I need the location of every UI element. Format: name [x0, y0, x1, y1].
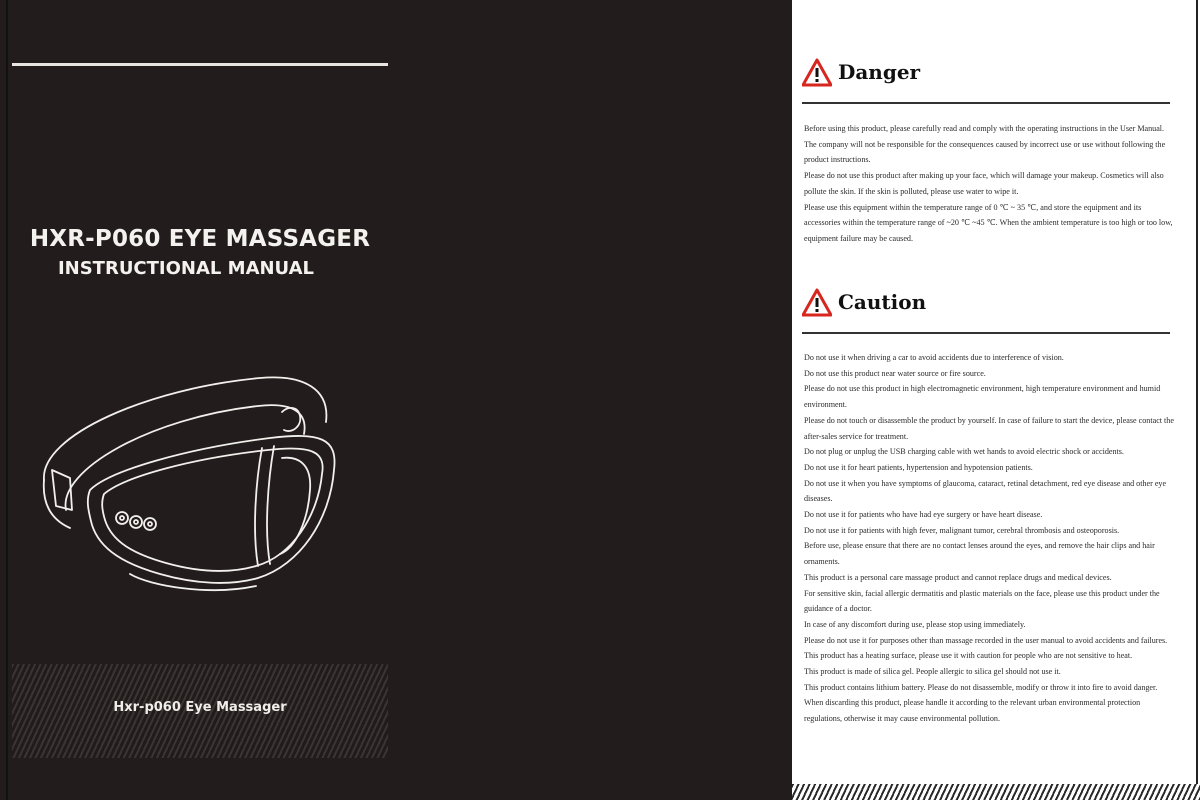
caution-paragraph: Do not use it when driving a car to avoid accidents due to interference of vision. [804, 353, 1064, 362]
warning-triangle-icon [802, 58, 832, 88]
cover-footer-label: Hxr-p060 Eye Massager [113, 700, 287, 715]
caution-paragraph: This product is a personal care massage product and cannot replace drugs and medical devices. [804, 572, 1112, 582]
caution-paragraph: This product contains lithium battery. Please do not disassemble, modify or throw it into fire to avoid danger. [804, 682, 1158, 692]
caution-body [804, 350, 1176, 727]
caution-paragraph: When discarding this product, please handle it according to the relevant urban environmental protection regulations, otherwise it may cause environmental pollution. [804, 698, 1141, 724]
caution-paragraph: Please do not touch or disassemble the product by yourself. In case of failure to start the device, please contact the after-sales service for treatment. [804, 415, 1174, 441]
danger-header [802, 58, 1170, 104]
caution-paragraph: Before use, please ensure that there are no contact lenses around the eyes, and remove the hair clips and hair ornaments. [804, 541, 1155, 567]
caution-header [802, 288, 1170, 334]
caution-paragraph: Please do not use this product in high electromagnetic environment, high temperature environment and humid environment. [804, 384, 1161, 410]
caution-heading: Caution [838, 290, 927, 314]
caution-paragraph: Do not use it for patients with high fever, malignant tumor, cerebral thrombosis and osteoporosis. [804, 525, 1120, 535]
cover-title: HXR-P060 EYE MASSAGER [29, 226, 371, 252]
caution-paragraph: This product is made of silica gel. People allergic to silica gel should not use it. [804, 667, 1061, 677]
caution-paragraph: For sensitive skin, facial allergic dermatitis and plastic materials on the face, please use this product under the guidance of a doctor. [804, 588, 1160, 614]
instructions-page [792, 0, 1200, 800]
bottom-hatch [792, 784, 1200, 800]
page-edge-line [6, 0, 8, 800]
danger-heading: Danger [838, 60, 921, 84]
caution-paragraph: Do not use this product near water source or fire source. [804, 368, 986, 378]
eye-massager-illustration [30, 360, 350, 600]
top-rule [12, 63, 388, 66]
caution-paragraph: Please do not use it for purposes other than massage recorded in the user manual to avoid accidents and failures. [804, 635, 1168, 645]
caution-paragraph: Do not use it for heart patients, hypertension and hypotension patients. [804, 462, 1033, 472]
page-right-border [1196, 0, 1198, 784]
danger-paragraph: Please use this equipment within the temperature range of 0 ℃ ~ 35 ℃, and store the equipment and its accessories within the temperature range of ~20 ℃ ~45 ℃. When the ambient temperature is too high or too low, equipment failure may be caused. [804, 202, 1173, 243]
cover-footer-band [12, 664, 388, 758]
caution-paragraph: Do not plug or unplug the USB charging cable with wet hands to avoid electric shock or accidents. [804, 447, 1124, 457]
danger-body [804, 121, 1176, 247]
danger-paragraph: Before using this product, please carefully read and comply with the operating instructions in the User Manual. The company will not be responsible for the consequences caused by incorrect use or use without following the product instructions. [804, 124, 1166, 165]
warning-triangle-icon [802, 288, 832, 318]
caution-paragraph: Do not use it when you have symptoms of glaucoma, cataract, retinal detachment, red eye disease and other eye diseases. [804, 478, 1167, 504]
caution-paragraph: Do not use it for patients who have had eye surgery or have heart disease. [804, 510, 1043, 520]
cover-subtitle: INSTRUCTIONAL MANUAL [57, 258, 315, 279]
danger-paragraph: Please do not use this product after making up your face, which will damage your makeup. Cosmetics will also pollute the skin. If the skin is polluted, please use water to wipe it. [804, 171, 1164, 196]
caution-paragraph: In case of any discomfort during use, please stop using immediately. [804, 619, 1026, 629]
caution-paragraph: This product has a heating surface, please use it with caution for people who are not sensitive to heat. [804, 651, 1133, 661]
